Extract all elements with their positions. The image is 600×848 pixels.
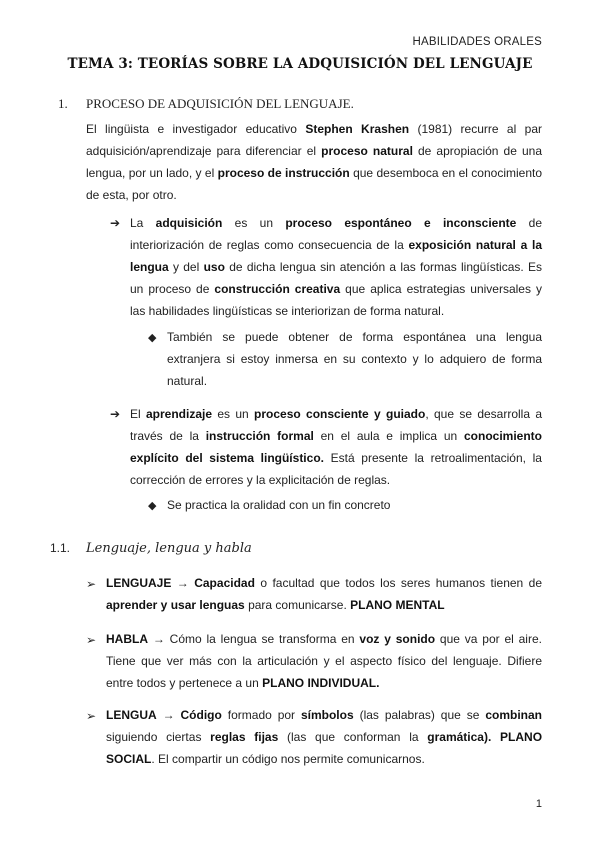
text-run: que va por el aire. Tiene que ver más con la articulación y el aspecto físico del lenguaje. Difiere entre todos y pertenece a un [106,632,542,690]
section-1-title: PROCESO DE ADQUISICIÓN DEL LENGUAJE. [86,96,354,111]
habla-item [106,628,542,694]
bold-text-run: proceso de instrucción [217,166,350,180]
page-number: 1 [535,798,542,810]
bold-text-run: proceso consciente y guiado [254,407,426,421]
text-run: de dicha lengua sin atención a las formas lingüísticas. Es un proceso de [130,260,542,296]
bold-text-run: construcción creativa [214,282,341,296]
text-run: → [156,708,181,722]
bold-text-run: HABLA [106,632,148,646]
text-run: → Cómo la lengua se transforma en [148,632,360,646]
text-run: (las palabras) que se [353,708,486,722]
bold-text-run: LENGUAJE [106,576,172,590]
bold-text-run: uso [203,260,225,274]
bold-text-run: conocimiento explícito del sistema lingüístico. [130,429,543,465]
text-run: formado por [221,708,301,722]
bold-text-run: proceso natural [321,144,413,158]
text-run: de interiorización de reglas como consecuencia de la [130,216,542,252]
text-run: es un [222,216,286,230]
bold-text-run: Código [180,708,222,722]
intro-paragraph [86,118,542,206]
text-run: , que se desarrolla a través de la [130,407,543,443]
text-run: para comunicarse. [244,598,351,612]
bold-text-run: aprender y usar lenguas [106,598,245,612]
bold-text-run: Capacidad [194,576,255,590]
text-run [491,730,500,744]
section-1-heading [58,96,548,112]
triangle-arrow-icon: ➢ [86,577,97,591]
text-run: que desemboca en el conocimiento de esta, por otro. [86,166,542,202]
lenguaje-item [106,572,542,616]
text-run: que aplica estrategias universales y las habilidades lingüísticas se interiorizan de forma natural. [130,282,542,318]
text-run: y del [168,260,204,274]
text-run: en el aula e implica un [313,429,464,443]
bold-text-run: gramática). [427,730,492,744]
bold-text-run: exposición natural a la lengua [130,238,542,274]
learning-subpoint: Se practica la oralidad con un fin concreto [167,498,391,512]
text-run: El [130,407,146,421]
text-run: o facultad que todos los seres humanos tienen de [254,576,542,590]
arrow-bullet-icon: ➔ [110,216,121,230]
section-1-1-title: Lenguaje, lengua y habla [86,541,252,556]
section-1-number: 1. [58,96,68,111]
bold-text-run: PLANO SOCIAL [106,730,543,766]
text-run: (1981) recurre al par adquisición/aprendizaje para diferenciar el [86,122,542,158]
triangle-arrow-icon: ➢ [86,709,97,723]
text-run: → [171,576,195,590]
bold-text-run: LENGUA [106,708,157,722]
text-run: siguiendo ciertas [106,730,211,744]
bold-text-run: símbolos [300,708,354,722]
text-run: de apropiación de una lengua, por un lado, y el [86,144,543,180]
bold-text-run: combinan [485,708,542,722]
learning-paragraph [130,403,542,491]
bold-text-run: Stephen Krashen [305,122,410,136]
diamond-bullet-icon: ◆ [148,500,157,512]
text-run: (las que conforman la [278,730,428,744]
text-run: Está presente la retroalimentación, la corrección de errores y la explicitación de reglas. [130,451,542,487]
diamond-bullet-icon: ◆ [148,332,157,344]
bold-text-run: voz y sonido [359,632,436,646]
text-run: La [130,216,156,230]
bold-text-run: reglas fijas [210,730,279,744]
page-header: HABILIDADES ORALES [412,36,542,48]
section-1-1-heading [50,541,550,556]
text-run: es un [212,407,255,421]
section-1-1-number: 1.1. [50,541,71,555]
bold-text-run: instrucción formal [205,429,314,443]
lengua-item [106,704,542,770]
acquisition-paragraph [130,212,542,322]
page-title: TEMA 3: TEORÍAS SOBRE LA ADQUISICIÓN DEL LENGUAJE [67,56,533,72]
text-run: El lingüista e investigador educativo [86,122,306,136]
triangle-arrow-icon: ➢ [86,633,97,647]
bold-text-run: PLANO INDIVIDUAL. [262,676,380,690]
arrow-bullet-icon: ➔ [110,407,121,421]
bold-text-run: adquisición [155,216,223,230]
text-run: . El compartir un código nos permite comunicarnos. [151,752,425,766]
bold-text-run: aprendizaje [146,407,213,421]
bold-text-run: PLANO MENTAL [350,598,445,612]
acquisition-subpoint: También se puede obtener de forma espontánea una lengua extranjera si estoy inmersa en su contexto y lo adquiero de forma natural. [167,330,542,388]
bold-text-run: proceso espontáneo e inconsciente [285,216,517,230]
